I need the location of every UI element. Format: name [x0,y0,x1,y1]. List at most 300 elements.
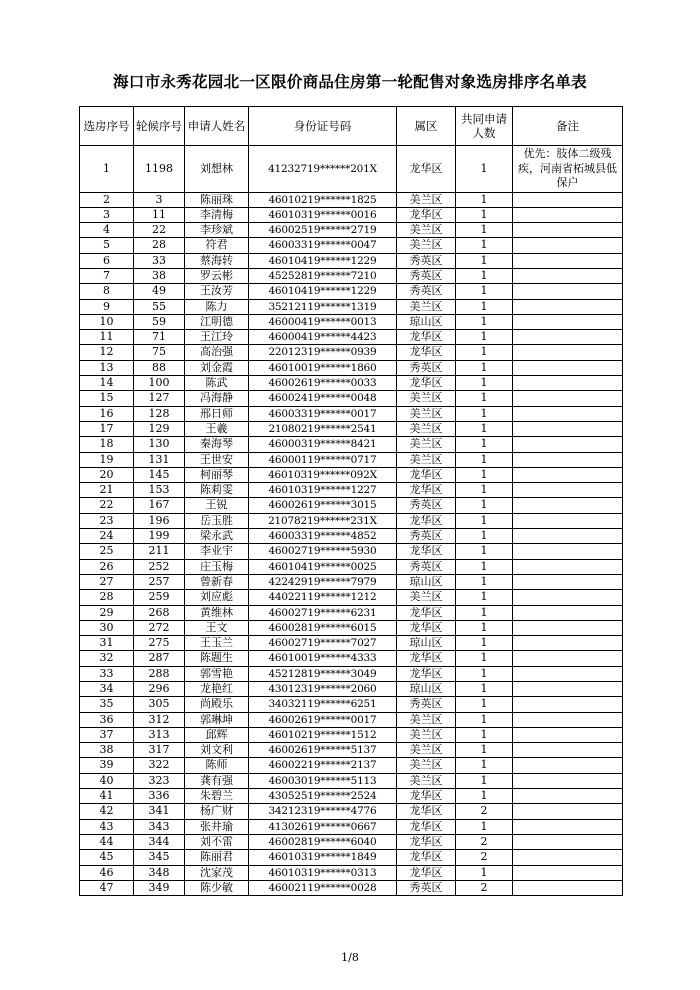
table-row [80,850,623,865]
cell-queue-no: 55 [134,299,185,314]
cell-co-applicants: 1 [456,513,513,528]
cell-id-number: 41302619******0667 [249,819,397,834]
cell-district: 美兰区 [397,727,456,742]
cell-remarks [513,804,623,819]
cell-remarks [513,284,623,299]
cell-applicant-name: 陈力 [185,299,249,314]
cell-district: 琼山区 [397,574,456,589]
cell-selection-no: 12 [80,345,134,360]
cell-district: 秀英区 [397,253,456,268]
table-row [80,421,623,436]
cell-selection-no: 14 [80,376,134,391]
table-row [80,513,623,528]
cell-queue-no: 145 [134,467,185,482]
cell-co-applicants: 1 [456,620,513,635]
table-row [80,238,623,253]
table-row [80,865,623,880]
cell-applicant-name: 罗云彬 [185,268,249,283]
col-header-co-applicants: 共同申请人数 [456,107,513,146]
cell-remarks [513,697,623,712]
cell-district: 秀英区 [397,697,456,712]
cell-applicant-name: 龚有强 [185,773,249,788]
cell-id-number: 46002619******3015 [249,498,397,513]
cell-queue-no: 38 [134,268,185,283]
cell-district: 龙华区 [397,483,456,498]
cell-remarks [513,421,623,436]
cell-selection-no: 43 [80,819,134,834]
cell-selection-no: 39 [80,758,134,773]
cell-selection-no: 32 [80,651,134,666]
cell-remarks [513,314,623,329]
cell-queue-no: 343 [134,819,185,834]
cell-district: 龙华区 [397,345,456,360]
cell-co-applicants: 1 [456,666,513,681]
cell-remarks [513,789,623,804]
cell-remarks [513,529,623,544]
cell-id-number: 43052519******2524 [249,789,397,804]
cell-queue-no: 211 [134,544,185,559]
cell-co-applicants: 1 [456,651,513,666]
cell-co-applicants: 1 [456,544,513,559]
table-body [80,146,623,896]
cell-district: 美兰区 [397,590,456,605]
cell-remarks [513,712,623,727]
cell-queue-no: 22 [134,223,185,238]
cell-co-applicants: 1 [456,421,513,436]
cell-applicant-name: 郭琳坤 [185,712,249,727]
cell-co-applicants: 1 [456,253,513,268]
cell-applicant-name: 陈题生 [185,651,249,666]
cell-district: 美兰区 [397,192,456,207]
table-row [80,605,623,620]
cell-applicant-name: 邢日师 [185,406,249,421]
cell-selection-no: 29 [80,605,134,620]
cell-queue-no: 11 [134,207,185,222]
cell-queue-no: 272 [134,620,185,635]
cell-co-applicants: 1 [456,682,513,697]
cell-district: 秀英区 [397,529,456,544]
cell-id-number: 45252819******7210 [249,268,397,283]
cell-applicant-name: 刘不雷 [185,834,249,849]
cell-district: 美兰区 [397,452,456,467]
table-row [80,284,623,299]
cell-queue-no: 322 [134,758,185,773]
col-header-selection-no: 选房序号 [80,107,134,146]
cell-co-applicants: 1 [456,712,513,727]
table-row [80,437,623,452]
cell-queue-no: 313 [134,727,185,742]
cell-queue-no: 323 [134,773,185,788]
table-row [80,880,623,895]
cell-co-applicants: 1 [456,605,513,620]
cell-queue-no: 341 [134,804,185,819]
cell-id-number: 46002719******7027 [249,636,397,651]
cell-queue-no: 129 [134,421,185,436]
cell-id-number: 34032119******6251 [249,697,397,712]
cell-remarks [513,590,623,605]
table-row [80,651,623,666]
cell-remarks [513,452,623,467]
cell-id-number: 35212119******1319 [249,299,397,314]
cell-selection-no: 17 [80,421,134,436]
cell-selection-no: 45 [80,850,134,865]
table-row [80,376,623,391]
cell-id-number: 45212819******3049 [249,666,397,681]
cell-applicant-name: 陈武 [185,376,249,391]
cell-district: 美兰区 [397,406,456,421]
cell-selection-no: 21 [80,483,134,498]
cell-applicant-name: 李清梅 [185,207,249,222]
cell-applicant-name: 陈丽君 [185,850,249,865]
cell-id-number: 46002819******6015 [249,620,397,635]
table-row [80,483,623,498]
cell-co-applicants: 1 [456,452,513,467]
cell-remarks [513,406,623,421]
cell-co-applicants: 1 [456,819,513,834]
cell-queue-no: 345 [134,850,185,865]
page-title: 海口市永秀花园北一区限价商品住房第一轮配售对象选房排序名单表 [112,72,587,91]
cell-selection-no: 19 [80,452,134,467]
table-row [80,682,623,697]
cell-applicant-name: 龙艳红 [185,682,249,697]
cell-district: 龙华区 [397,850,456,865]
cell-co-applicants: 1 [456,727,513,742]
table-row [80,834,623,849]
cell-selection-no: 26 [80,559,134,574]
cell-queue-no: 312 [134,712,185,727]
table-row [80,452,623,467]
cell-applicant-name: 朱碧兰 [185,789,249,804]
cell-applicant-name: 郭雪艳 [185,666,249,681]
cell-remarks [513,253,623,268]
cell-queue-no: 59 [134,314,185,329]
cell-queue-no: 33 [134,253,185,268]
cell-remarks [513,865,623,880]
cell-district: 龙华区 [397,330,456,345]
cell-selection-no: 36 [80,712,134,727]
cell-selection-no: 25 [80,544,134,559]
cell-id-number: 34212319******4776 [249,804,397,819]
table-row [80,559,623,574]
cell-selection-no: 40 [80,773,134,788]
cell-applicant-name: 庄玉梅 [185,559,249,574]
col-header-queue-no: 轮候序号 [134,107,185,146]
table-row [80,620,623,635]
col-header-remarks: 备注 [513,107,623,146]
table-row [80,529,623,544]
cell-queue-no: 199 [134,529,185,544]
cell-id-number: 46010219******1825 [249,192,397,207]
cell-applicant-name: 梁永武 [185,529,249,544]
table-row [80,345,623,360]
cell-remarks [513,666,623,681]
cell-queue-no: 275 [134,636,185,651]
cell-district: 琼山区 [397,682,456,697]
cell-applicant-name: 黄维林 [185,605,249,620]
table-row [80,636,623,651]
table-row [80,314,623,329]
cell-co-applicants: 1 [456,559,513,574]
cell-id-number: 41232719******201X [249,146,397,193]
cell-applicant-name: 刘金霞 [185,360,249,375]
table-row [80,360,623,375]
table-row [80,192,623,207]
cell-co-applicants: 1 [456,773,513,788]
cell-co-applicants: 1 [456,529,513,544]
table-row [80,253,623,268]
table-row [80,268,623,283]
cell-queue-no: 100 [134,376,185,391]
cell-selection-no: 16 [80,406,134,421]
cell-queue-no: 88 [134,360,185,375]
cell-queue-no: 257 [134,574,185,589]
cell-applicant-name: 王文 [185,620,249,635]
cell-selection-no: 38 [80,743,134,758]
cell-applicant-name: 陈少敏 [185,880,249,895]
cell-remarks [513,743,623,758]
cell-id-number: 46000419******0013 [249,314,397,329]
cell-remarks [513,513,623,528]
cell-remarks [513,437,623,452]
cell-id-number: 46002219******2137 [249,758,397,773]
cell-remarks [513,498,623,513]
cell-district: 龙华区 [397,651,456,666]
table-row [80,574,623,589]
cell-id-number: 46010219******1512 [249,727,397,742]
cell-co-applicants: 1 [456,314,513,329]
cell-district: 美兰区 [397,743,456,758]
table-row [80,773,623,788]
col-header-district: 属区 [397,107,456,146]
cell-remarks [513,330,623,345]
cell-id-number: 46002719******5930 [249,544,397,559]
cell-remarks [513,223,623,238]
cell-id-number: 46000419******4423 [249,330,397,345]
cell-co-applicants: 1 [456,268,513,283]
cell-remarks [513,268,623,283]
cell-selection-no: 46 [80,865,134,880]
cell-id-number: 46010319******092X [249,467,397,482]
cell-district: 龙华区 [397,804,456,819]
cell-remarks [513,758,623,773]
table-row [80,391,623,406]
cell-queue-no: 268 [134,605,185,620]
table-row [80,743,623,758]
cell-selection-no: 13 [80,360,134,375]
cell-district: 龙华区 [397,834,456,849]
cell-selection-no: 31 [80,636,134,651]
cell-district: 秀英区 [397,880,456,895]
cell-applicant-name: 刘应彪 [185,590,249,605]
cell-district: 秀英区 [397,284,456,299]
cell-co-applicants: 1 [456,574,513,589]
col-header-id-number: 身份证号码 [249,107,397,146]
cell-remarks [513,238,623,253]
cell-district: 美兰区 [397,773,456,788]
cell-district: 龙华区 [397,207,456,222]
cell-id-number: 46000319******8421 [249,437,397,452]
cell-queue-no: 131 [134,452,185,467]
cell-district: 美兰区 [397,299,456,314]
cell-selection-no: 35 [80,697,134,712]
cell-selection-no: 8 [80,284,134,299]
cell-selection-no: 42 [80,804,134,819]
cell-remarks [513,819,623,834]
cell-queue-no: 128 [134,406,185,421]
cell-queue-no: 287 [134,651,185,666]
table-row [80,819,623,834]
cell-applicant-name: 陈师 [185,758,249,773]
cell-remarks [513,345,623,360]
cell-district: 龙华区 [397,666,456,681]
cell-remarks [513,605,623,620]
cell-remarks [513,620,623,635]
cell-id-number: 46002719******6231 [249,605,397,620]
cell-queue-no: 127 [134,391,185,406]
cell-selection-no: 15 [80,391,134,406]
cell-applicant-name: 杨广财 [185,804,249,819]
cell-co-applicants: 1 [456,192,513,207]
cell-selection-no: 9 [80,299,134,314]
cell-id-number: 46003319******0047 [249,238,397,253]
cell-queue-no: 296 [134,682,185,697]
cell-queue-no: 252 [134,559,185,574]
cell-selection-no: 41 [80,789,134,804]
cell-district: 美兰区 [397,712,456,727]
cell-district: 龙华区 [397,544,456,559]
cell-queue-no: 28 [134,238,185,253]
cell-id-number: 46002419******0048 [249,391,397,406]
cell-applicant-name: 王锐 [185,498,249,513]
cell-id-number: 46002519******2719 [249,223,397,238]
table-row [80,697,623,712]
cell-co-applicants: 1 [456,743,513,758]
cell-district: 龙华区 [397,819,456,834]
table-row [80,804,623,819]
cell-district: 琼山区 [397,636,456,651]
cell-id-number: 46010019******1860 [249,360,397,375]
cell-district: 龙华区 [397,376,456,391]
cell-co-applicants: 1 [456,758,513,773]
cell-remarks [513,391,623,406]
table-row [80,666,623,681]
cell-co-applicants: 1 [456,789,513,804]
cell-district: 秀英区 [397,360,456,375]
cell-queue-no: 167 [134,498,185,513]
cell-co-applicants: 1 [456,697,513,712]
cell-co-applicants: 1 [456,467,513,482]
cell-selection-no: 37 [80,727,134,742]
cell-co-applicants: 1 [456,284,513,299]
cell-applicant-name: 沈家茂 [185,865,249,880]
cell-id-number: 46002819******6040 [249,834,397,849]
cell-remarks [513,773,623,788]
cell-applicant-name: 刘文利 [185,743,249,758]
cell-queue-no: 344 [134,834,185,849]
cell-co-applicants: 1 [456,345,513,360]
cell-co-applicants: 2 [456,834,513,849]
cell-selection-no: 11 [80,330,134,345]
cell-queue-no: 71 [134,330,185,345]
cell-co-applicants: 1 [456,360,513,375]
cell-remarks: 优先：肢体二级残疾，河南省柘城县低保户 [513,146,623,193]
cell-remarks [513,467,623,482]
allocation-table [79,106,623,896]
cell-id-number: 46002619******5137 [249,743,397,758]
cell-id-number: 21080219******2541 [249,421,397,436]
cell-district: 龙华区 [397,620,456,635]
table-row [80,758,623,773]
table-row [80,467,623,482]
table-row [80,223,623,238]
cell-selection-no: 44 [80,834,134,849]
cell-applicant-name: 刘想林 [185,146,249,193]
cell-applicant-name: 曾新春 [185,574,249,589]
cell-district: 龙华区 [397,146,456,193]
cell-co-applicants: 1 [456,483,513,498]
cell-id-number: 46010019******4333 [249,651,397,666]
cell-applicant-name: 岳玉胜 [185,513,249,528]
cell-id-number: 46003319******4852 [249,529,397,544]
table-row [80,544,623,559]
table-row [80,330,623,345]
cell-selection-no: 18 [80,437,134,452]
cell-id-number: 46010419******0025 [249,559,397,574]
cell-queue-no: 196 [134,513,185,528]
cell-selection-no: 20 [80,467,134,482]
cell-remarks [513,559,623,574]
cell-district: 美兰区 [397,238,456,253]
cell-remarks [513,727,623,742]
cell-id-number: 21078219******231X [249,513,397,528]
cell-applicant-name: 冯海静 [185,391,249,406]
cell-remarks [513,483,623,498]
cell-applicant-name: 陈丽珠 [185,192,249,207]
table-row [80,406,623,421]
cell-id-number: 22012319******0939 [249,345,397,360]
cell-queue-no: 259 [134,590,185,605]
cell-remarks [513,192,623,207]
cell-remarks [513,299,623,314]
cell-remarks [513,544,623,559]
table-row [80,727,623,742]
cell-remarks [513,574,623,589]
table-row [80,299,623,314]
cell-applicant-name: 王羲 [185,421,249,436]
cell-co-applicants: 1 [456,391,513,406]
cell-selection-no: 27 [80,574,134,589]
cell-applicant-name: 王世安 [185,452,249,467]
cell-district: 美兰区 [397,758,456,773]
cell-selection-no: 1 [80,146,134,193]
table-row [80,712,623,727]
cell-selection-no: 7 [80,268,134,283]
cell-id-number: 46003019******5113 [249,773,397,788]
table-row [80,146,623,193]
cell-selection-no: 10 [80,314,134,329]
cell-selection-no: 2 [80,192,134,207]
cell-selection-no: 4 [80,223,134,238]
cell-co-applicants: 1 [456,146,513,193]
cell-id-number: 42242919******7979 [249,574,397,589]
cell-applicant-name: 王玉兰 [185,636,249,651]
cell-selection-no: 23 [80,513,134,528]
cell-co-applicants: 2 [456,880,513,895]
cell-selection-no: 34 [80,682,134,697]
cell-selection-no: 22 [80,498,134,513]
cell-id-number: 46010419******1229 [249,284,397,299]
cell-id-number: 46002619******0033 [249,376,397,391]
